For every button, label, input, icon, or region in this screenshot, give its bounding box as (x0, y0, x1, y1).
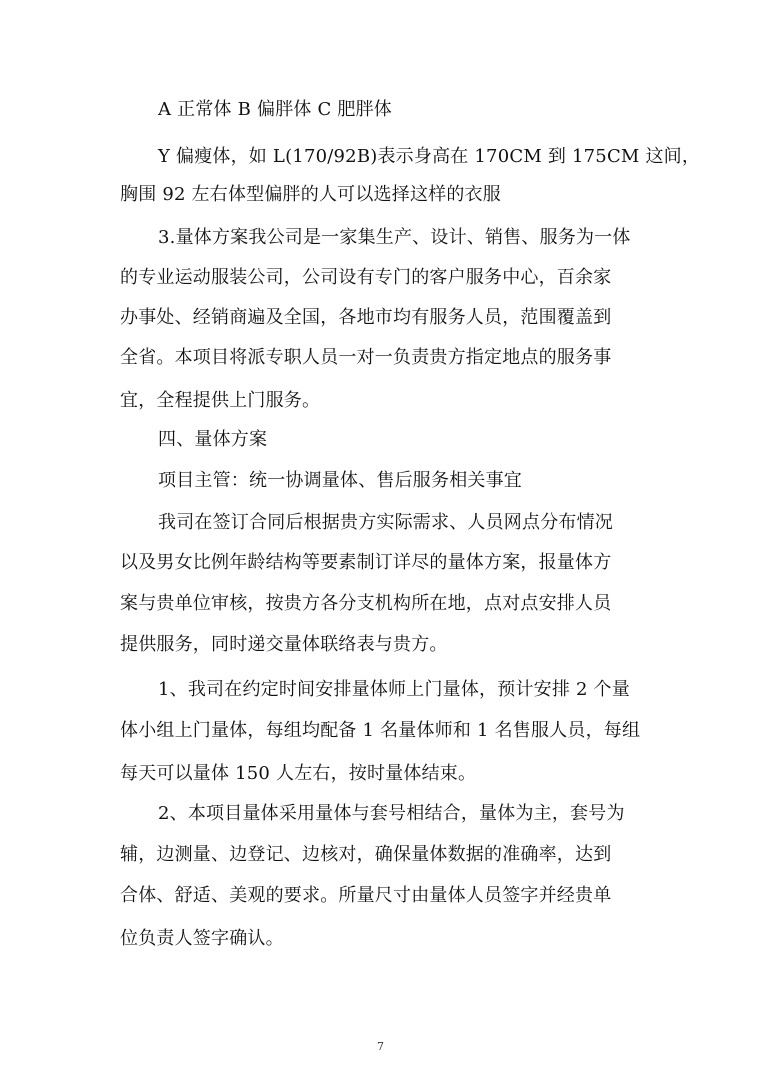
text-line: 提供服务，同时递交量体联络表与贵方。 (120, 634, 448, 655)
text-line: 办事处、经销商遍及全国，各地市均有服务人员，范围覆盖到 (120, 307, 612, 328)
text-line: 的专业运动服装公司，公司设有专门的客户服务中心，百余家 (120, 267, 612, 288)
text-line: 胸围 92 左右体型偏胖的人可以选择这样的衣服 (120, 184, 501, 205)
page-number: 7 (377, 1040, 384, 1053)
text-line: 3.量体方案我公司是一家集生产、设计、销售、服务为一体 (158, 227, 631, 248)
text-line: 合体、舒适、美观的要求。所量尺寸由量体人员签字并经贵单 (120, 885, 612, 906)
text-line: A 正常体 B 偏胖体 C 肥胖体 (158, 99, 393, 120)
section-heading: 四、量体方案 (158, 429, 268, 450)
text-line: Y 偏瘦体，如 L(170/92B)表示身高在 170CM 到 175CM 这间， (158, 146, 701, 167)
text-line: 1、我司在约定时间安排量体师上门量体，预计安排 2 个量 (158, 679, 630, 700)
text-line: 宜，全程提供上门服务。 (120, 390, 321, 411)
text-line: 项目主管：统一协调量体、售后服务相关事宜 (158, 470, 522, 491)
text-line: 每天可以量体 150 人左右，按时量体结束。 (120, 763, 477, 784)
text-line: 辅，边测量、边登记、边核对，确保量体数据的准确率，达到 (120, 844, 612, 865)
text-line: 案与贵单位审核，按贵方各分支机构所在地，点对点安排人员 (120, 593, 612, 614)
text-line: 2、本项目量体采用量体与套号相结合，量体为主，套号为 (158, 803, 625, 824)
text-line: 位负责人签字确认。 (120, 928, 284, 949)
text-line: 以及男女比例年龄结构等要素制订详尽的量体方案，报量体方 (120, 552, 612, 573)
text-line: 全省。本项目将派专职人员一对一负责贵方指定地点的服务事 (120, 347, 612, 368)
text-line: 体小组上门量体，每组均配备 1 名量体师和 1 名售服人员，每组 (120, 720, 641, 741)
text-line: 我司在签订合同后根据贵方实际需求、人员网点分布情况 (158, 512, 613, 533)
